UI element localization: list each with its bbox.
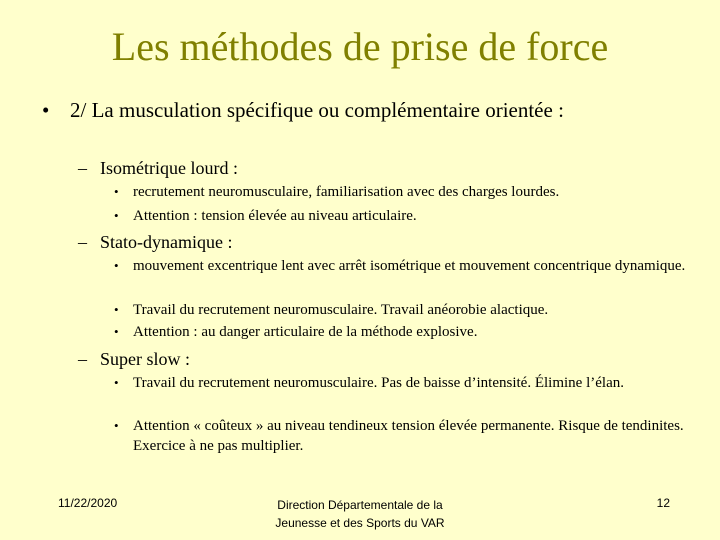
list-item	[114, 206, 714, 226]
list-item-text: recrutement neuromusculaire, familiarisation avec des charges lourdes.	[133, 184, 560, 200]
slide-title: Les méthodes de prise de force	[111, 24, 609, 69]
dash-icon: –	[78, 232, 87, 252]
list-item	[114, 256, 714, 276]
bullet-icon: •	[114, 258, 119, 273]
bullet-icon: •	[114, 208, 119, 223]
list-item	[114, 300, 714, 320]
page-number: 12	[656, 496, 670, 510]
bullet-icon: •	[114, 375, 119, 390]
list-item-text: Attention « coûteux » au niveau tendineux tension élevée permanente. Risque de tendinites. Exercice à ne pas multiplier.	[133, 418, 684, 454]
list-item-text: Attention : tension élevée au niveau articulaire.	[133, 208, 417, 224]
list-item	[114, 416, 714, 456]
dash-icon: –	[78, 349, 87, 369]
bullet-icon: •	[114, 302, 119, 317]
bullet-icon: •	[114, 418, 119, 433]
list-item	[114, 322, 714, 342]
list-item-text: mouvement excentrique lent avec arrêt isométrique et mouvement concentrique dynamique.	[133, 258, 686, 274]
list-item	[114, 182, 714, 202]
main-point-text: 2/ La musculation spécifique ou complémentaire orientée :	[70, 98, 564, 122]
section-heading-text: Super slow :	[100, 349, 190, 369]
list-item	[114, 373, 714, 393]
section-heading-text: Isométrique lourd :	[100, 158, 238, 178]
section-heading-text: Stato-dynamique :	[100, 232, 233, 252]
bullet-icon: •	[42, 98, 50, 122]
list-item-text: Travail du recrutement neuromusculaire. Travail anéorobie alactique.	[133, 302, 549, 318]
footer-org-line: Jeunesse et des Sports du VAR	[275, 516, 445, 530]
footer-org-line: Direction Départementale de la	[277, 498, 443, 512]
dash-icon: –	[78, 158, 87, 178]
bullet-icon: •	[114, 324, 119, 339]
footer-organization	[250, 496, 470, 532]
footer-date: 11/22/2020	[58, 496, 118, 510]
list-item-text: Travail du recrutement neuromusculaire. Pas de baisse d’intensité. Élimine l’élan.	[133, 375, 624, 391]
bullet-icon: •	[114, 184, 119, 199]
list-item-text: Attention : au danger articulaire de la méthode explosive.	[133, 324, 478, 340]
